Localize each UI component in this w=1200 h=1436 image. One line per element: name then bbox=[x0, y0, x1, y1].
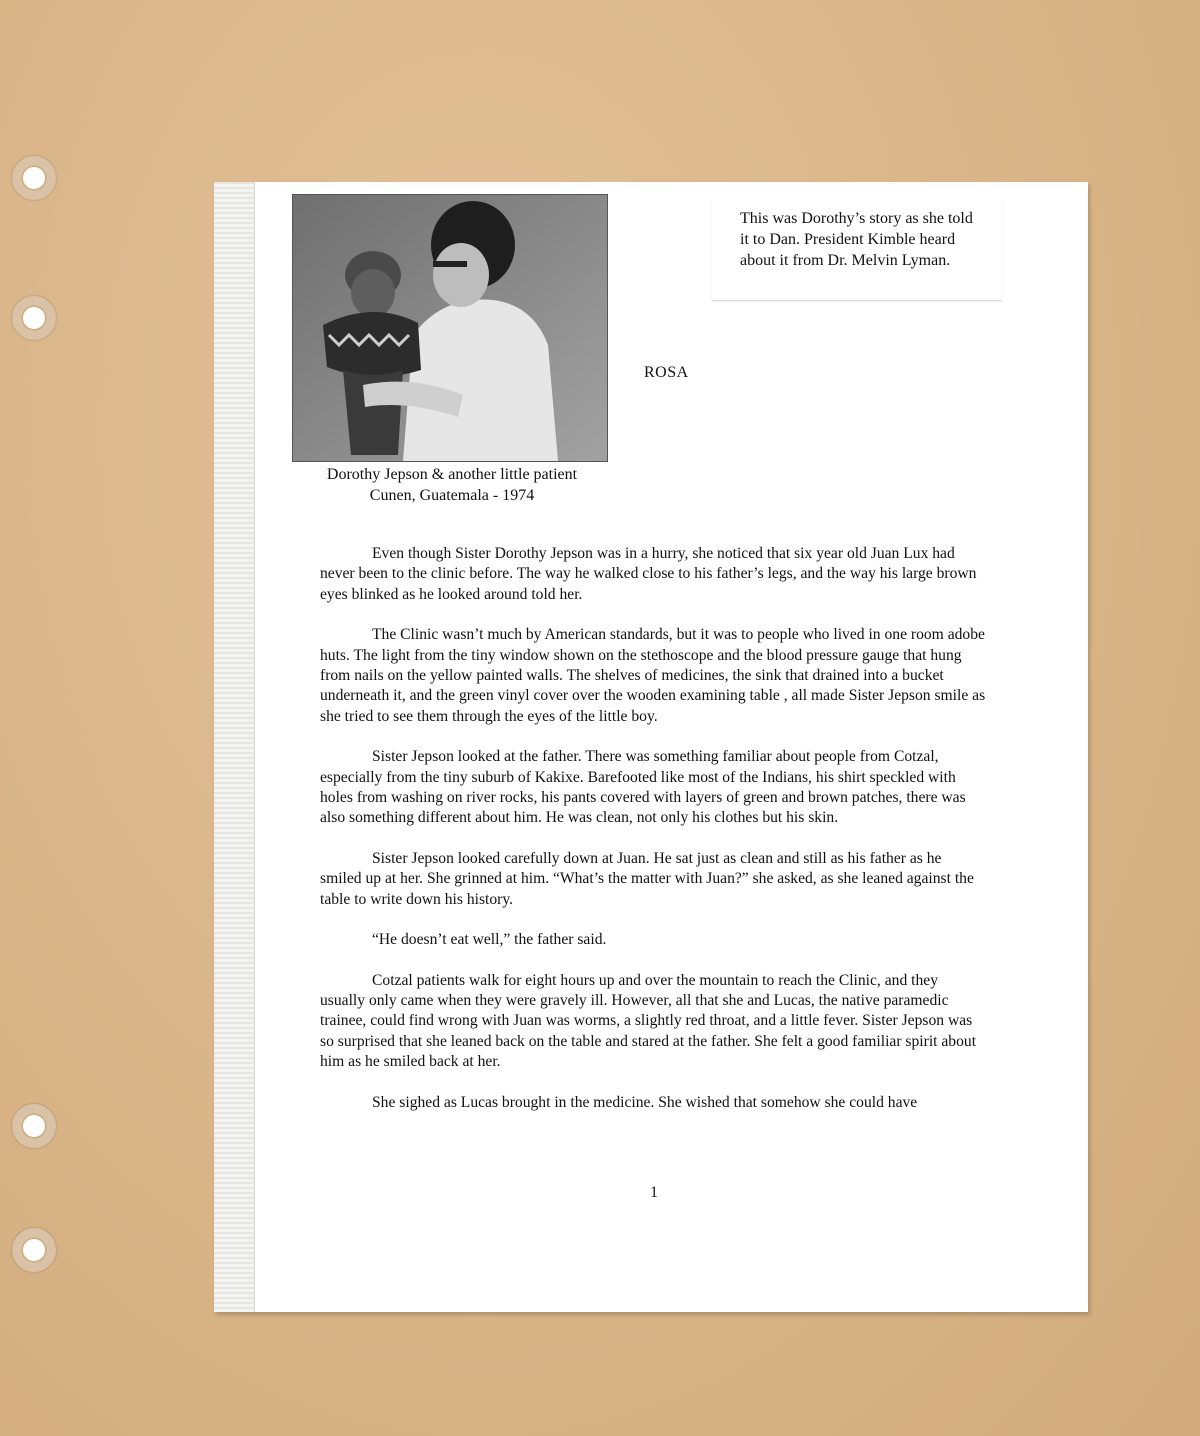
paragraph: She sighed as Lucas brought in the medicine. She wished that somehow she could have bbox=[372, 1093, 918, 1111]
binder-hole bbox=[12, 1104, 56, 1148]
caption-line: Cunen, Guatemala - 1974 bbox=[369, 487, 535, 504]
paragraph: Sister Jepson looked carefully down at Juan. He sat just as clean and still as his father as he smiled up at her. She grinned at him. “What’s the matter with Juan?” she asked, as she leaned against the table to write down his history. bbox=[320, 849, 974, 908]
paragraph: The Clinic wasn’t much by American standards, but it was to people who lived in one room adobe huts. The light from the tiny window shown on the stethoscope and the blood pressure gauge that hung from nails on the yellow painted walls. The shelves of medicines, the sink that drained into a bucket underneath it, and the green vinyl cover over the wooden examining table , all made Sister Jepson smile as she tried to see them through the eyes of the little boy. bbox=[320, 626, 986, 725]
binder-hole bbox=[12, 1228, 56, 1272]
caption-line: Dorothy Jepson & another little patient bbox=[326, 466, 578, 483]
photo-illustration bbox=[293, 195, 607, 461]
pasted-note bbox=[712, 198, 1002, 301]
paragraph: “He doesn’t eat well,” the father said. bbox=[372, 931, 607, 949]
binder-hole bbox=[12, 156, 56, 200]
paragraph: Sister Jepson looked at the father. There was something familiar about people from Cotzal, especially from the tiny suburb of Kakixe. Barefooted like most of the Indians, his shirt speckled with holes from washing on river rocks, his pants covered with layers of green and brown patches, there was also something different about him. He was clean, not only his clothes but his skin. bbox=[320, 748, 966, 827]
photo-dorothy-jepson bbox=[292, 194, 608, 462]
page-number: 1 bbox=[650, 1184, 658, 1201]
story-body bbox=[320, 544, 986, 1133]
note-text: This was Dorothy’s story as she told it to Dan. President Kimble heard about it from Dr. Melvin Lyman. bbox=[740, 210, 973, 269]
paragraph: Cotzal patients walk for eight hours up and over the mountain to reach the Clinic, and they usually only came when they were gravely ill. However, all that she and Lucas, the native paramedic trainee, could find wrong with Juan was worms, a slightly red throat, and a little fever. Sister Jepson was so surprised that she leaned back on the table and stared at the father. She felt a good familiar spirit about him as he smiled back at her. bbox=[320, 971, 977, 1071]
paragraph: Even though Sister Dorothy Jepson was in a hurry, she noticed that six year old Juan Lux had never been to the clinic before. The way he walked close to his father’s legs, and the way his large brown eyes blinked as he looked around told her. bbox=[320, 545, 977, 603]
photo-caption bbox=[284, 464, 620, 506]
binder-hole bbox=[12, 296, 56, 340]
story-title: ROSA bbox=[644, 364, 689, 381]
binding-tape bbox=[214, 182, 255, 1312]
typed-page bbox=[214, 182, 1088, 1312]
